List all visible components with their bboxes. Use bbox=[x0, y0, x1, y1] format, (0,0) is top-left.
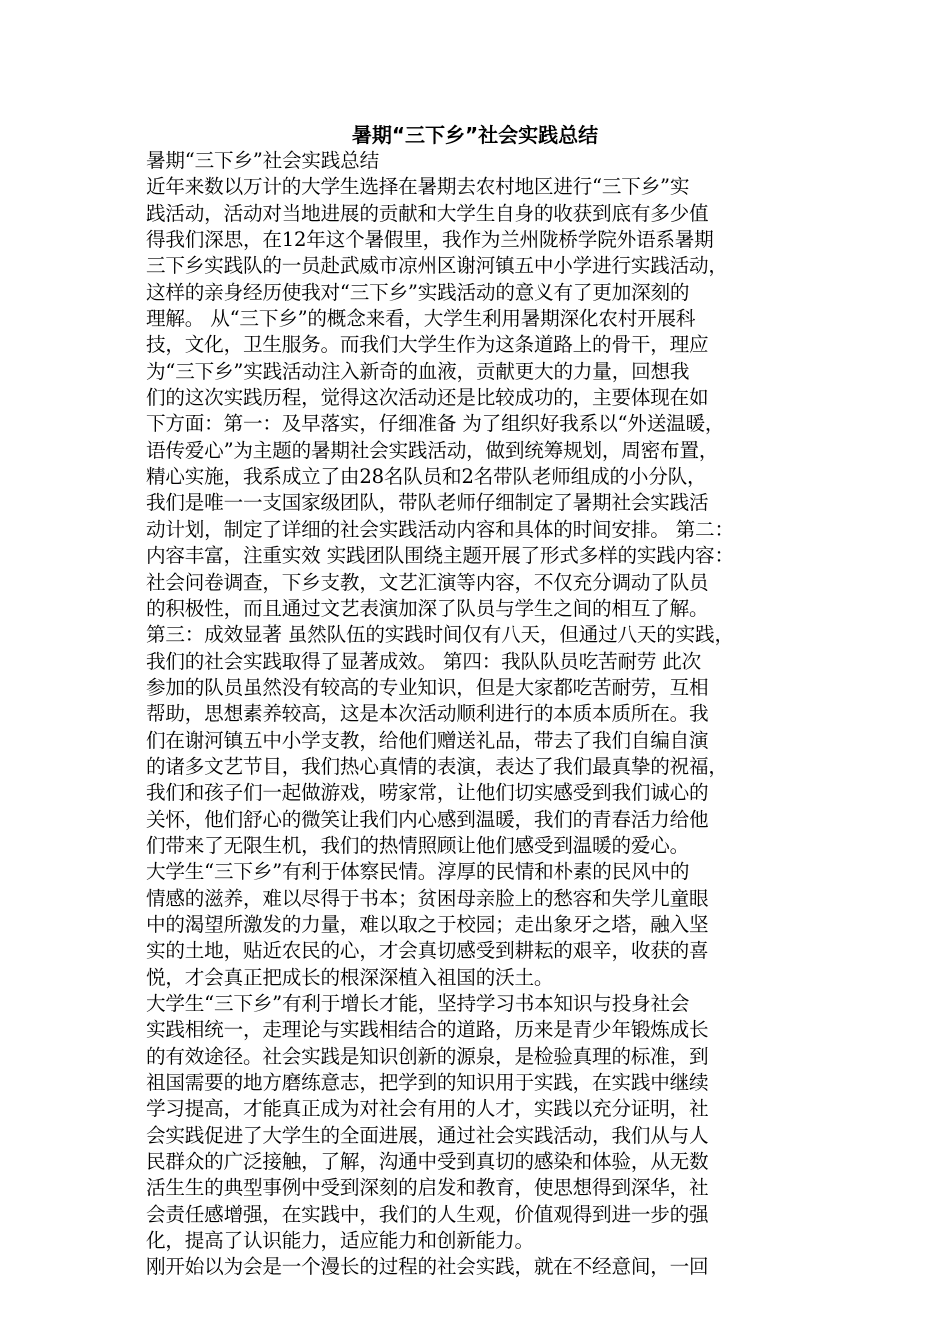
body-text-line: 化，提高了认识能力，适应能力和创新能力。 bbox=[146, 1229, 534, 1253]
body-text-line: 中的渴望所激发的力量，难以取之于校园；走出象牙之塔，融入坚 bbox=[146, 912, 709, 936]
body-text-line: 这样的亲身经历使我对“三下乡”实践活动的意义有了更加深刻的 bbox=[146, 280, 690, 304]
body-text-line: 下方面：第一：及早落实，仔细准备 为了组织好我系以“外送温暖， bbox=[146, 412, 725, 436]
body-text-line: 情感的滋养，难以尽得于书本；贫困母亲脸上的愁容和失学儿童眼 bbox=[146, 886, 709, 910]
body-text-line: 会实践促进了大学生的全面进展，通过社会实践活动，我们从与人 bbox=[146, 1123, 709, 1147]
body-text-line: 我们的社会实践取得了显著成效。 第四：我队队员吃苦耐劳 此次 bbox=[146, 649, 702, 673]
body-text-line: 我们是唯一一支国家级团队，带队老师仔细制定了暑期社会实践活 bbox=[146, 491, 709, 515]
body-text-line: 民群众的广泛接触，了解，沟通中受到真切的感染和体验，从无数 bbox=[146, 1150, 709, 1174]
body-text-line: 第三：成效显著 虽然队伍的实践时间仅有八天，但通过八天的实践， bbox=[146, 623, 734, 647]
body-text-line: 为“三下乡”实践活动注入新奇的血液，贡献更大的力量，回想我 bbox=[146, 359, 690, 383]
body-text-line: 内容丰富，注重实效 实践团队围绕主题开展了形式多样的实践内容： bbox=[146, 544, 734, 568]
body-text-line: 语传爱心”为主题的暑期社会实践活动，做到统筹规划，周密布置， bbox=[146, 438, 719, 462]
document-title: 暑期“三下乡”社会实践总结 bbox=[351, 123, 599, 147]
body-text-line: 实的土地，贴近农民的心，才会真切感受到耕耘的艰辛，收获的喜 bbox=[146, 939, 709, 963]
body-text-line: 的有效途径。社会实践是知识创新的源泉，是检验真理的标准，到 bbox=[146, 1044, 709, 1068]
body-text-line: 悦，才会真正把成长的根深深植入祖国的沃土。 bbox=[146, 965, 554, 989]
body-text-line: 近年来数以万计的大学生选择在暑期去农村地区进行“三下乡”实 bbox=[146, 175, 690, 199]
body-text-line: 们在谢河镇五中小学支教，给他们赠送礼品，带去了我们自编自演 bbox=[146, 728, 709, 752]
body-text-line: 动计划，制定了详细的社会实践活动内容和具体的时间安排。 第二： bbox=[146, 517, 734, 541]
body-text-line: 关怀，他们舒心的微笑让我们内心感到温暖，我们的青春活力给他 bbox=[146, 807, 709, 831]
body-text-line: 三下乡实践队的一员赴武威市凉州区谢河镇五中小学进行实践活动， bbox=[146, 254, 728, 278]
body-text-line: 大学生“三下乡”有利于体察民情。淳厚的民情和朴素的民风中的 bbox=[146, 860, 690, 884]
body-text-line: 技，文化，卫生服务。而我们大学生作为这条道路上的骨干，理应 bbox=[146, 333, 709, 357]
document-body bbox=[146, 148, 816, 1281]
body-text-line: 学习提高，才能真正成为对社会有用的人才，实践以充分证明，社 bbox=[146, 1097, 709, 1121]
body-text-line: 社会问卷调查，下乡支教，文艺汇演等内容，不仅充分调动了队员 bbox=[146, 570, 709, 594]
body-text-line: 大学生“三下乡”有利于增长才能，坚持学习书本知识与投身社会 bbox=[146, 992, 690, 1015]
body-text-line: 得我们深思，在12年这个暑假里，我作为兰州陇桥学院外语系暑期 bbox=[146, 228, 714, 252]
body-text-line: 帮助，思想素养较高，这是本次活动顺利进行的本质本质所在。我 bbox=[146, 702, 709, 726]
body-text-line: 理解。 从“三下乡”的概念来看，大学生利用暑期深化农村开展科 bbox=[146, 307, 696, 331]
body-text-line: 们的这次实践历程，觉得这次活动还是比较成功的，主要体现在如 bbox=[146, 386, 709, 410]
body-text-line: 会责任感增强，在实践中，我们的人生观，价值观得到进一步的强 bbox=[146, 1202, 709, 1226]
body-text-line: 们带来了无限生机，我们的热情照顾让他们感受到温暖的爱心。 bbox=[146, 833, 690, 857]
body-text-line: 祖国需要的地方磨练意志，把学到的知识用于实践，在实践中继续 bbox=[146, 1071, 709, 1095]
body-text-line: 活生生的典型事例中受到深刻的启发和教育，使思想得到深华，社 bbox=[146, 1176, 709, 1200]
body-text-line: 我们和孩子们一起做游戏，唠家常，让他们切实感受到我们诚心的 bbox=[146, 781, 709, 805]
body-text-line: 践活动，活动对当地进展的贡献和大学生自身的收获到底有多少值 bbox=[146, 201, 709, 225]
body-text-line: 暑期“三下乡”社会实践总结 bbox=[146, 149, 379, 172]
body-text-line: 的积极性，而且通过文艺表演加深了队员与学生之间的相互了解。 bbox=[146, 596, 709, 620]
body-text-line: 实践相统一，走理论与实践相结合的道路，历来是青少年锻炼成长 bbox=[146, 1018, 709, 1042]
body-text-line: 参加的队员虽然没有较高的专业知识，但是大家都吃苦耐劳，互相 bbox=[146, 675, 709, 699]
body-text-line: 精心实施，我系成立了由28名队员和2名带队老师组成的小分队， bbox=[146, 465, 707, 489]
body-text-line: 的诸多文艺节目，我们热心真情的表演，表达了我们最真挚的祝福， bbox=[146, 754, 728, 778]
body-text-line: 刚开始以为会是一个漫长的过程的社会实践，就在不经意间，一回 bbox=[146, 1255, 709, 1279]
